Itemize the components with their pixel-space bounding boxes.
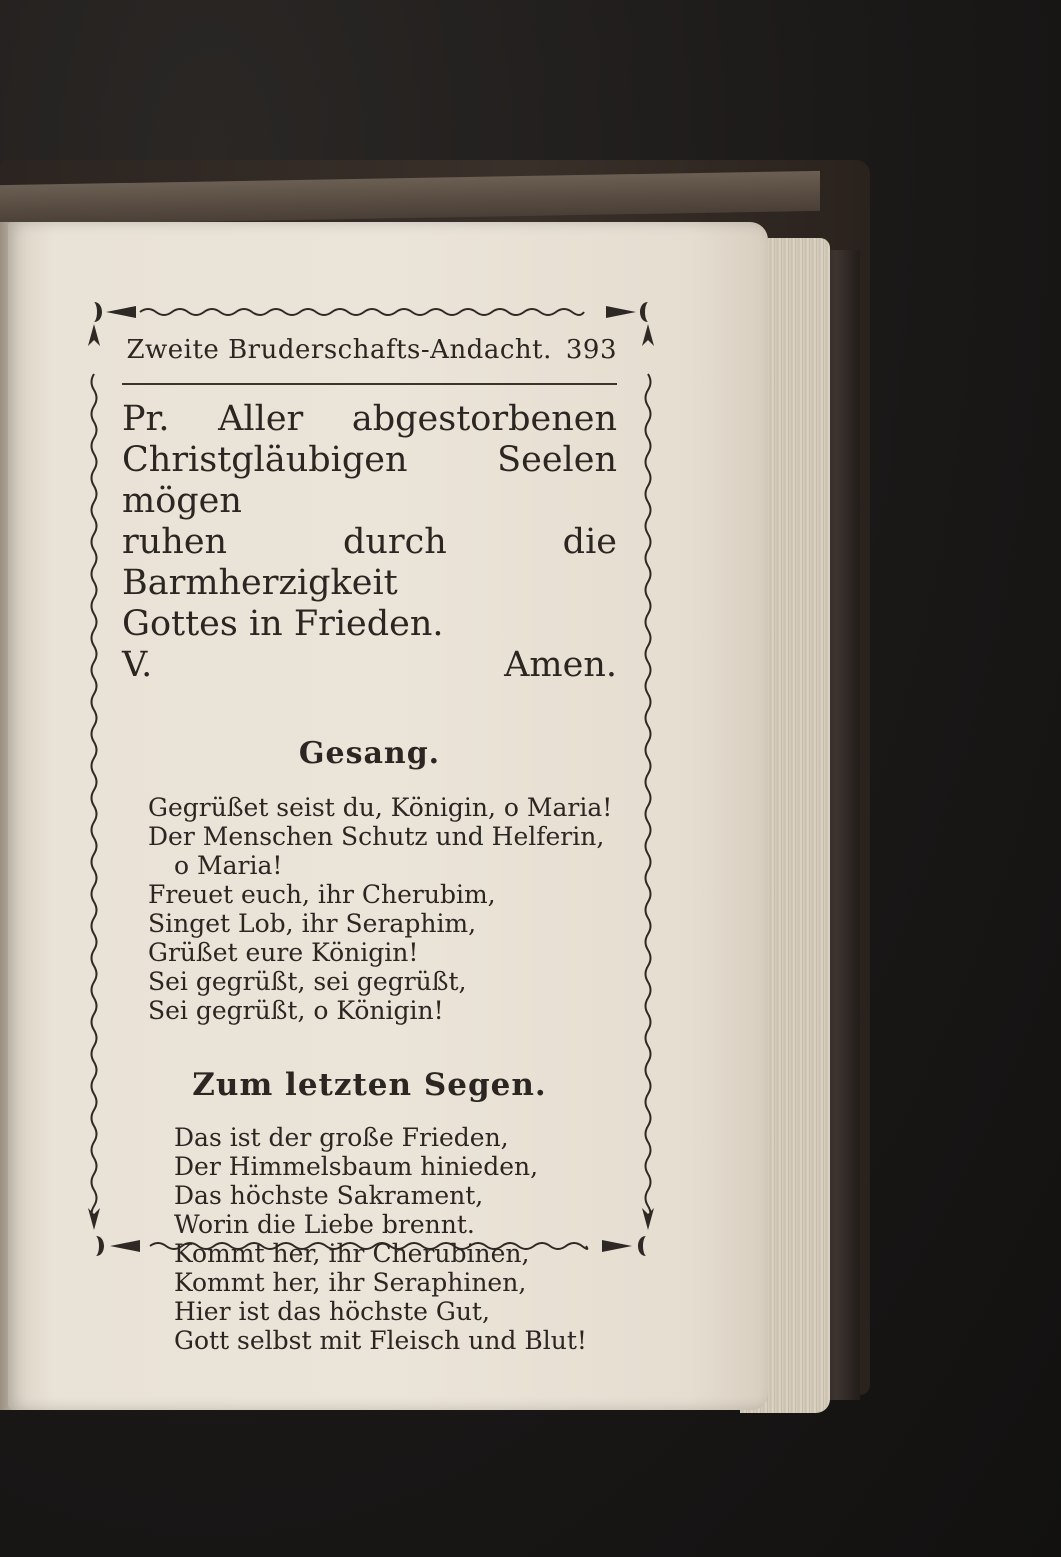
- prayer-block: [122, 399, 617, 686]
- prayer-response: V. Amen.: [122, 645, 617, 685]
- verse-line: Kommt her, ihr Seraphinen,: [174, 1268, 527, 1297]
- prayer-line: Christgläubigen Seelen mögen: [122, 440, 617, 521]
- verse-line: o Maria!: [174, 851, 283, 880]
- verse-line: Sei gegrüßt, sei gegrüßt,: [148, 967, 467, 996]
- hymn-verse-2: [174, 1123, 617, 1355]
- verse-line: Das höchste Sakrament,: [174, 1181, 484, 1210]
- verse-line: Freuet euch, ihr Cherubim,: [148, 880, 496, 909]
- verse-line: Gegrüßet seist du, Königin, o Maria!: [148, 793, 613, 822]
- verse-line: Grüßet eure Königin!: [148, 938, 419, 967]
- prayer-line: Gottes in Frieden.: [122, 604, 444, 644]
- verse-line: Gott selbst mit Fleisch und Blut!: [174, 1326, 587, 1355]
- page-number: 393: [565, 335, 617, 365]
- verse-line: Der Menschen Schutz und Helferin,: [148, 822, 605, 851]
- hymn-verse: [148, 793, 617, 1025]
- page-text: [122, 335, 617, 1355]
- verse-line: Kommt her, ihr Cherubinen,: [174, 1239, 530, 1268]
- running-head: [122, 335, 617, 379]
- verse-line: Hier ist das höchste Gut,: [174, 1297, 490, 1326]
- verse-line: Singet Lob, ihr Seraphim,: [148, 909, 477, 938]
- running-head-title: Zweite Bruderschafts-Andacht.: [126, 335, 552, 365]
- verse-line: Sei gegrüßt, o Königin!: [148, 996, 444, 1025]
- header-rule: [122, 383, 617, 385]
- section-heading-segen: Zum letzten Segen.: [192, 1067, 547, 1103]
- verse-line: Das ist der große Frieden,: [174, 1123, 509, 1152]
- verse-line: Der Himmelsbaum hinieden,: [174, 1152, 539, 1181]
- section-heading-gesang: Gesang.: [298, 736, 441, 771]
- prayer-line: ruhen durch die Barmherzigkeit: [122, 522, 617, 603]
- verse-line: Worin die Liebe brennt.: [174, 1210, 475, 1239]
- prayer-line: Pr. Aller abgestorbenen: [122, 399, 617, 439]
